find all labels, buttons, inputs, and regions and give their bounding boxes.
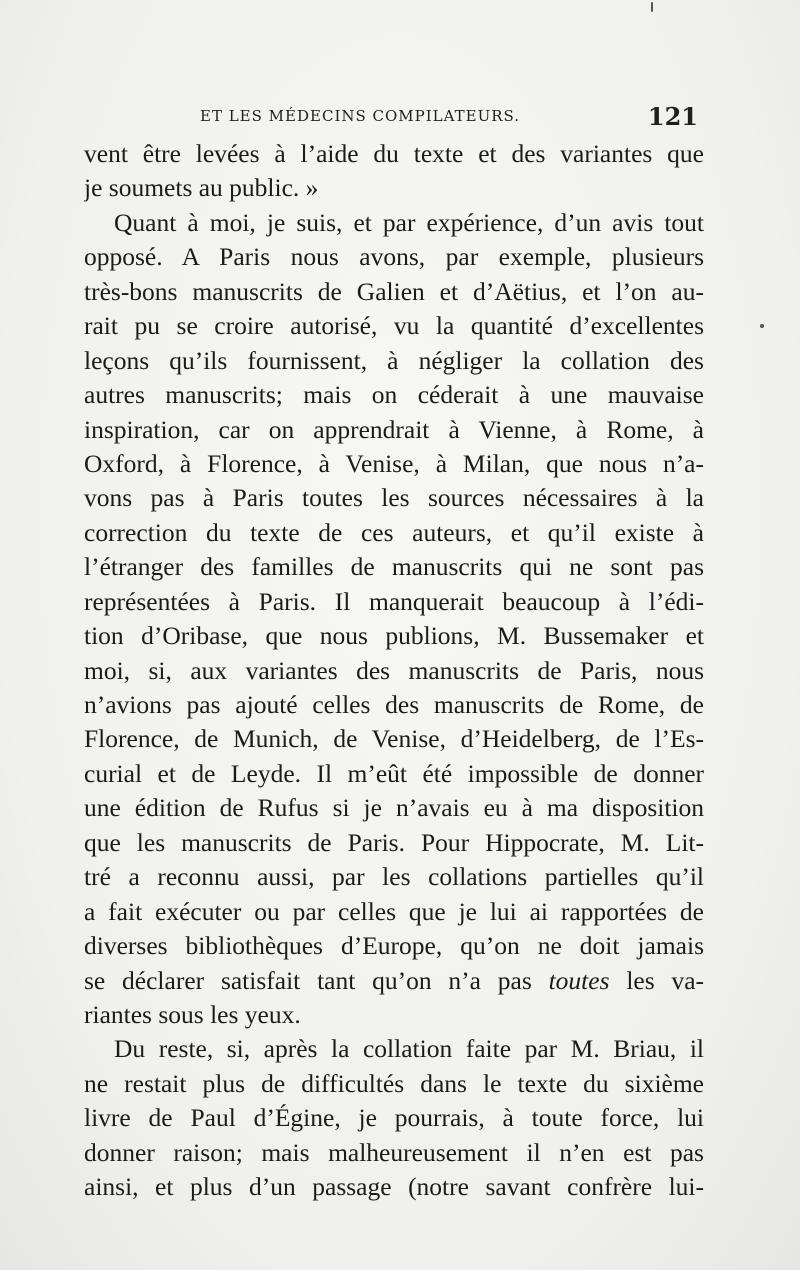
text-line: riantes sous les yeux. xyxy=(84,999,301,1029)
paragraph-first-line: Du reste, si, après la collation faite par M. Briau, il xyxy=(114,1034,704,1064)
running-head: ET LES MÉDECINS COMPILATEURS. xyxy=(200,107,521,125)
text-line: représentées à Paris. Il manquerait beaucoup à l’édi- xyxy=(84,586,704,616)
text-line: Florence, de Munich, de Venise, d’Heidelberg, de l’Es- xyxy=(84,724,704,754)
text-line: opposé. A Paris nous avons, par exemple, plusieurs xyxy=(84,242,704,272)
page-number: 121 xyxy=(647,102,698,131)
text-line: vons pas à Paris toutes les sources nécessaires à la xyxy=(84,483,704,513)
text-line: ne restait plus de difficultés dans le texte du sixième xyxy=(84,1068,704,1098)
text-line: que les manuscrits de Paris. Pour Hippocrate, M. Lit- xyxy=(84,827,704,857)
text-line: l’étranger des familles de manuscrits qui ne sont pas xyxy=(84,552,704,582)
text-line: inspiration, car on apprendrait à Vienne, à Rome, à xyxy=(84,414,704,444)
text-line: a fait exécuter ou par celles que je lui ai rapportées de xyxy=(84,896,704,926)
text-line-with-emphasis xyxy=(84,964,704,998)
text-line: n’avions pas ajouté celles des manuscrits de Rome, de xyxy=(84,690,704,719)
text-line: autres manuscrits; mais on céderait à une mauvaise xyxy=(84,380,704,410)
text-line: rait pu se croire autorisé, vu la quantité d’excellentes xyxy=(84,311,704,341)
text-line: moi, si, aux variantes des manuscrits de Paris, nous xyxy=(84,655,704,685)
text-line: leçons qu’ils fournissent, à négliger la collation des xyxy=(84,345,704,375)
text-line: correction du texte de ces auteurs, et qu’il existe à xyxy=(84,517,704,547)
text-line: diverses bibliothèques d’Europe, qu’on ne doit jamais xyxy=(84,931,704,961)
text-line: vent être levées à l’aide du texte et des variantes que xyxy=(84,139,704,168)
text-line: ainsi, et plus d’un passage (notre savant confrère lui- xyxy=(84,1172,704,1202)
text-line: je soumets au public. » xyxy=(84,173,319,203)
text-segment: les va- xyxy=(626,965,704,995)
text-line: tion d’Oribase, que nous publions, M. Bussemaker et xyxy=(84,621,704,651)
text-line: Oxford, à Florence, à Venise, à Milan, que nous n’a- xyxy=(84,448,704,478)
text-line: donner raison; mais malheureusement il n’en est pas xyxy=(84,1137,704,1167)
page-header xyxy=(200,103,698,131)
text-line: livre de Paul d’Égine, je pourrais, à toute force, lui xyxy=(84,1103,704,1133)
emphasis: toutes xyxy=(548,965,610,995)
text-line: très-bons manuscrits de Galien et d’Aëtius, et l’on au- xyxy=(84,276,704,306)
body-text xyxy=(84,137,704,1205)
ink-speck xyxy=(651,2,653,12)
paragraph-first-line: Quant à moi, je suis, et par expérience, d’un avis tout xyxy=(114,207,704,237)
text-segment: se déclarer satisfait tant qu’on n’a pas xyxy=(84,965,532,995)
ink-speck xyxy=(760,324,764,328)
text-line: une édition de Rufus si je n’avais eu à ma disposition xyxy=(84,793,704,823)
text-line: tré a reconnu aussi, par les collations partielles qu’il xyxy=(84,862,704,892)
text-line: curial et de Leyde. Il m’eût été impossible de donner xyxy=(84,758,704,788)
